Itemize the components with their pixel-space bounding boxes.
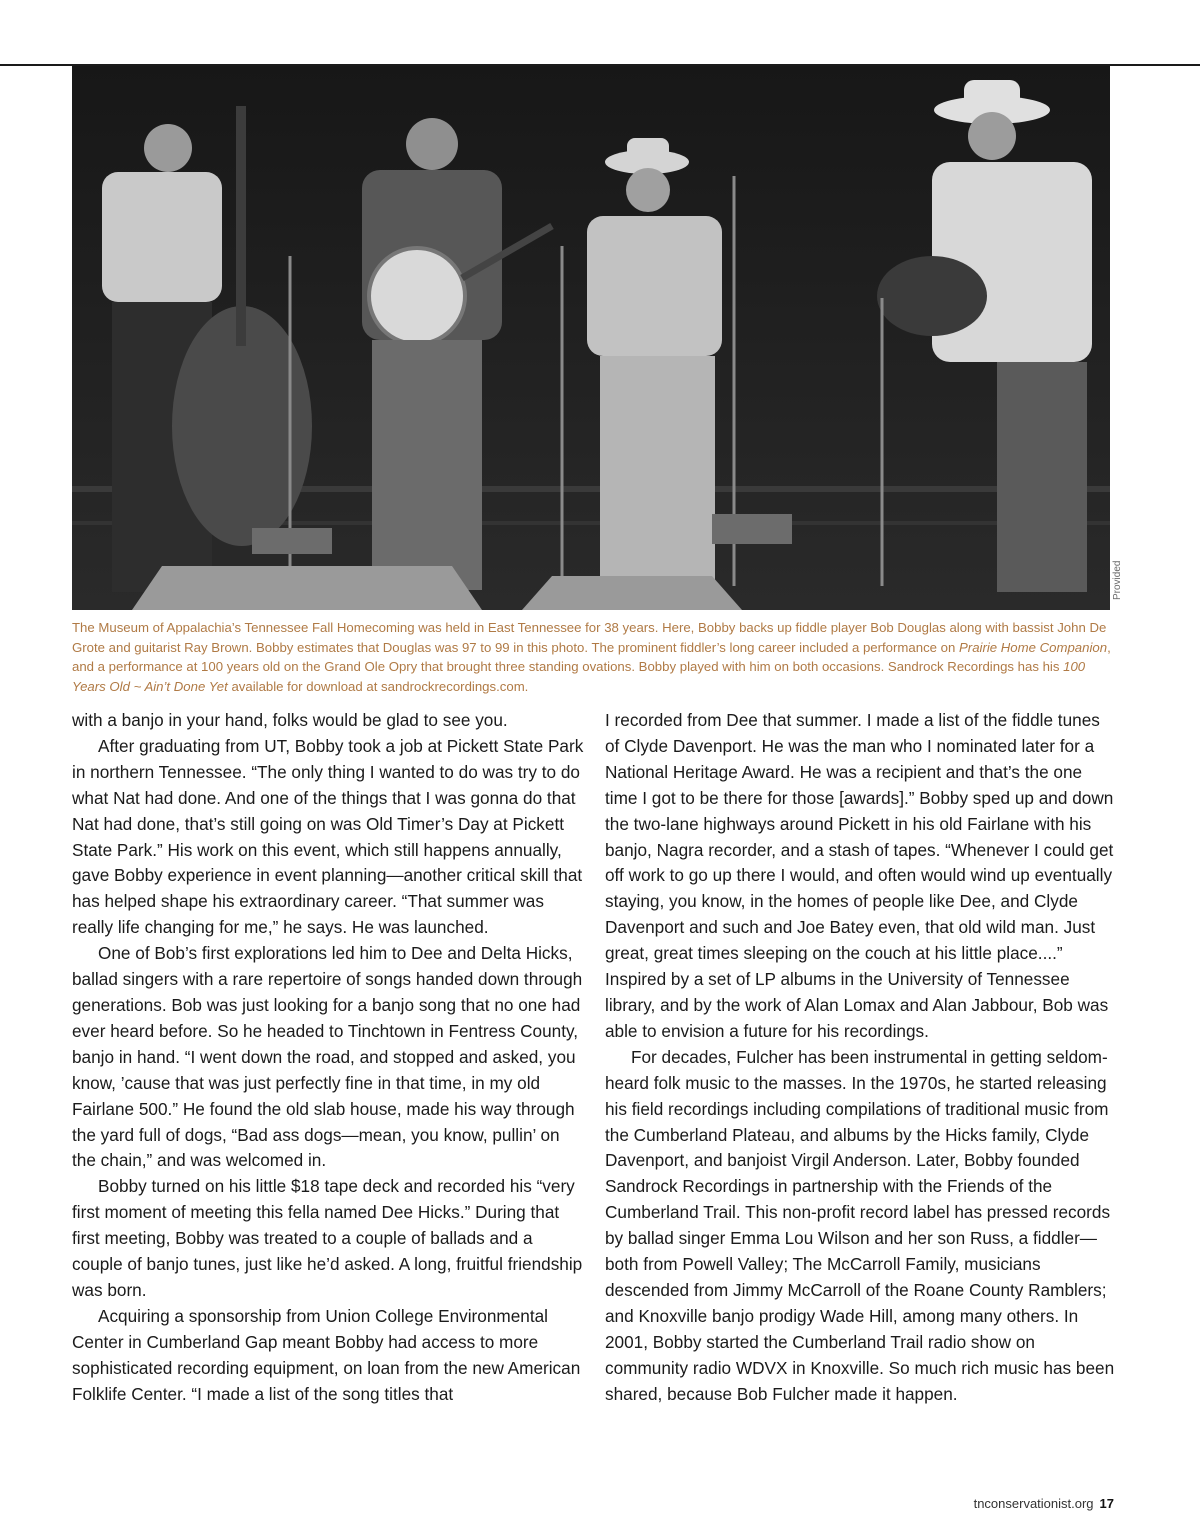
photo-credit: Provided (1112, 560, 1123, 600)
paragraph: Bobby turned on his little $18 tape deck and recorded his “very first moment of meeting this fella named Dee Hicks.” During that first meeting, Bobby was treated to a couple of ballads and a couple of banjo tunes, just like he’d asked. A long, fruitful friendship was born. (72, 1176, 583, 1300)
paragraph: One of Bob’s first explorations led him to Dee and Delta Hicks, ballad singers with a rare repertoire of songs handed down through generations. Bob was just looking for a banjo song that no one had ever heard before. So he headed to Tinchtown in Fentress County, banjo in hand. “I went down the road, and stopped and asked, you know, ’cause that was just perfectly fine in that time, in my old Fairlane 500.” He found the old slab house, made his way through the yard full of dogs, “Bad ass dogs—mean, you know, pullin’ on the chain,” and was welcomed in. (72, 943, 583, 1171)
photo-illustration (72, 66, 1110, 610)
photo-caption (72, 618, 1112, 696)
caption-italic-1: Prairie Home Companion (959, 639, 1108, 655)
caption-text-1: The Museum of Appalachia’s Tennessee Fall Homecoming was held in East Tennessee for 38 years. Here, Bobby backs up fiddle player Bob Douglas along with bassist John De Grote and guitarist Ray Brown. Bobby estimates that Douglas was 97 to 99 in this photo. The prominent fiddler’s long career included a performance on (72, 620, 1107, 655)
caption-text-2: , and a performance at 100 years old on the Grand Ole Opry that brought three standing ovations. Bobby played with him on both occasions. Sandrock Recordings has his (72, 639, 1111, 675)
article-column-right (605, 708, 1115, 1407)
footer-site: tnconservationist.org (973, 1496, 1094, 1511)
paragraph: Acquiring a sponsorship from Union College Environmental Center in Cumberland Gap meant Bobby had access to more sophisticated recording equipment, on loan from the new American Folklife Center. “I made a list of the song titles that (72, 1305, 581, 1404)
page-footer (974, 1496, 1114, 1511)
paragraph: I recorded from Dee that summer. I made a list of the fiddle tunes of Clyde Davenport. He was the man who I nominated later for a National Heritage Award. He was a recipient and that’s the one time I got to be there for those [awards].” Bobby sped up and down the two-lane highways around Pickett in his old Fairlane with his banjo, Nagra recorder, and a stash of tapes. “Whenever I could get off work to go up there I would, and often would wind up eventually staying, you know, in the homes of people like Dee, and Clyde Davenport and such and Joe Batey even, that old wild man. Just great, great times sleeping on the couch at his little place....” Inspired by a set of LP albums in the University of Tennessee library, and by the work of Alan Lomax and Alan Jabbour, Bob was able to envision a future for his recordings. (605, 710, 1114, 1041)
page-number: 17 (1099, 1496, 1114, 1511)
paragraph: For decades, Fulcher has been instrumental in getting seldom-heard folk music to the masses. In the 1970s, he started releasing his field recordings including compilations of traditional music from the Cumberland Plateau, and albums by the Hicks family, Clyde Davenport, and banjoist Virgil Anderson. Later, Bobby founded Sandrock Recordings in partnership with the Friends of the Cumberland Trail. This non-profit record label has pressed records by ballad singer Emma Lou Wilson and her son Russ, a fiddler—both from Powell Valley; The McCarroll Family, musicians descended from Jimmy McCarroll of the Roane County Ramblers; and Knoxville banjo prodigy Wade Hill, among many others. In 2001, Bobby started the Cumberland Trail radio show on community radio WDVX in Knoxville. So much rich music has been shared, because Bob Fulcher made it happen. (605, 1046, 1115, 1404)
article-column-left (72, 708, 584, 1407)
caption-text-3: available for download at sandrockrecordings.com. (227, 678, 529, 694)
musicians-photo (72, 66, 1110, 610)
paragraph: After graduating from UT, Bobby took a job at Pickett State Park in northern Tennessee. “The only thing I wanted to do was try to do what Nat had done. And one of the things that I was gonna do that Nat had done, that’s still going on was Old Timer’s Day at Pickett State Park.” His work on this event, which still happens annually, gave Bobby experience in event planning—another critical skill that has helped shape his extraordinary career. “That summer was really life changing for me,” he says. He was launched. (72, 735, 584, 938)
caption-italic-2: 100 Years Old ~ Ain’t Done Yet (72, 659, 1086, 694)
paragraph: with a banjo in your hand, folks would be glad to see you. (72, 710, 508, 730)
